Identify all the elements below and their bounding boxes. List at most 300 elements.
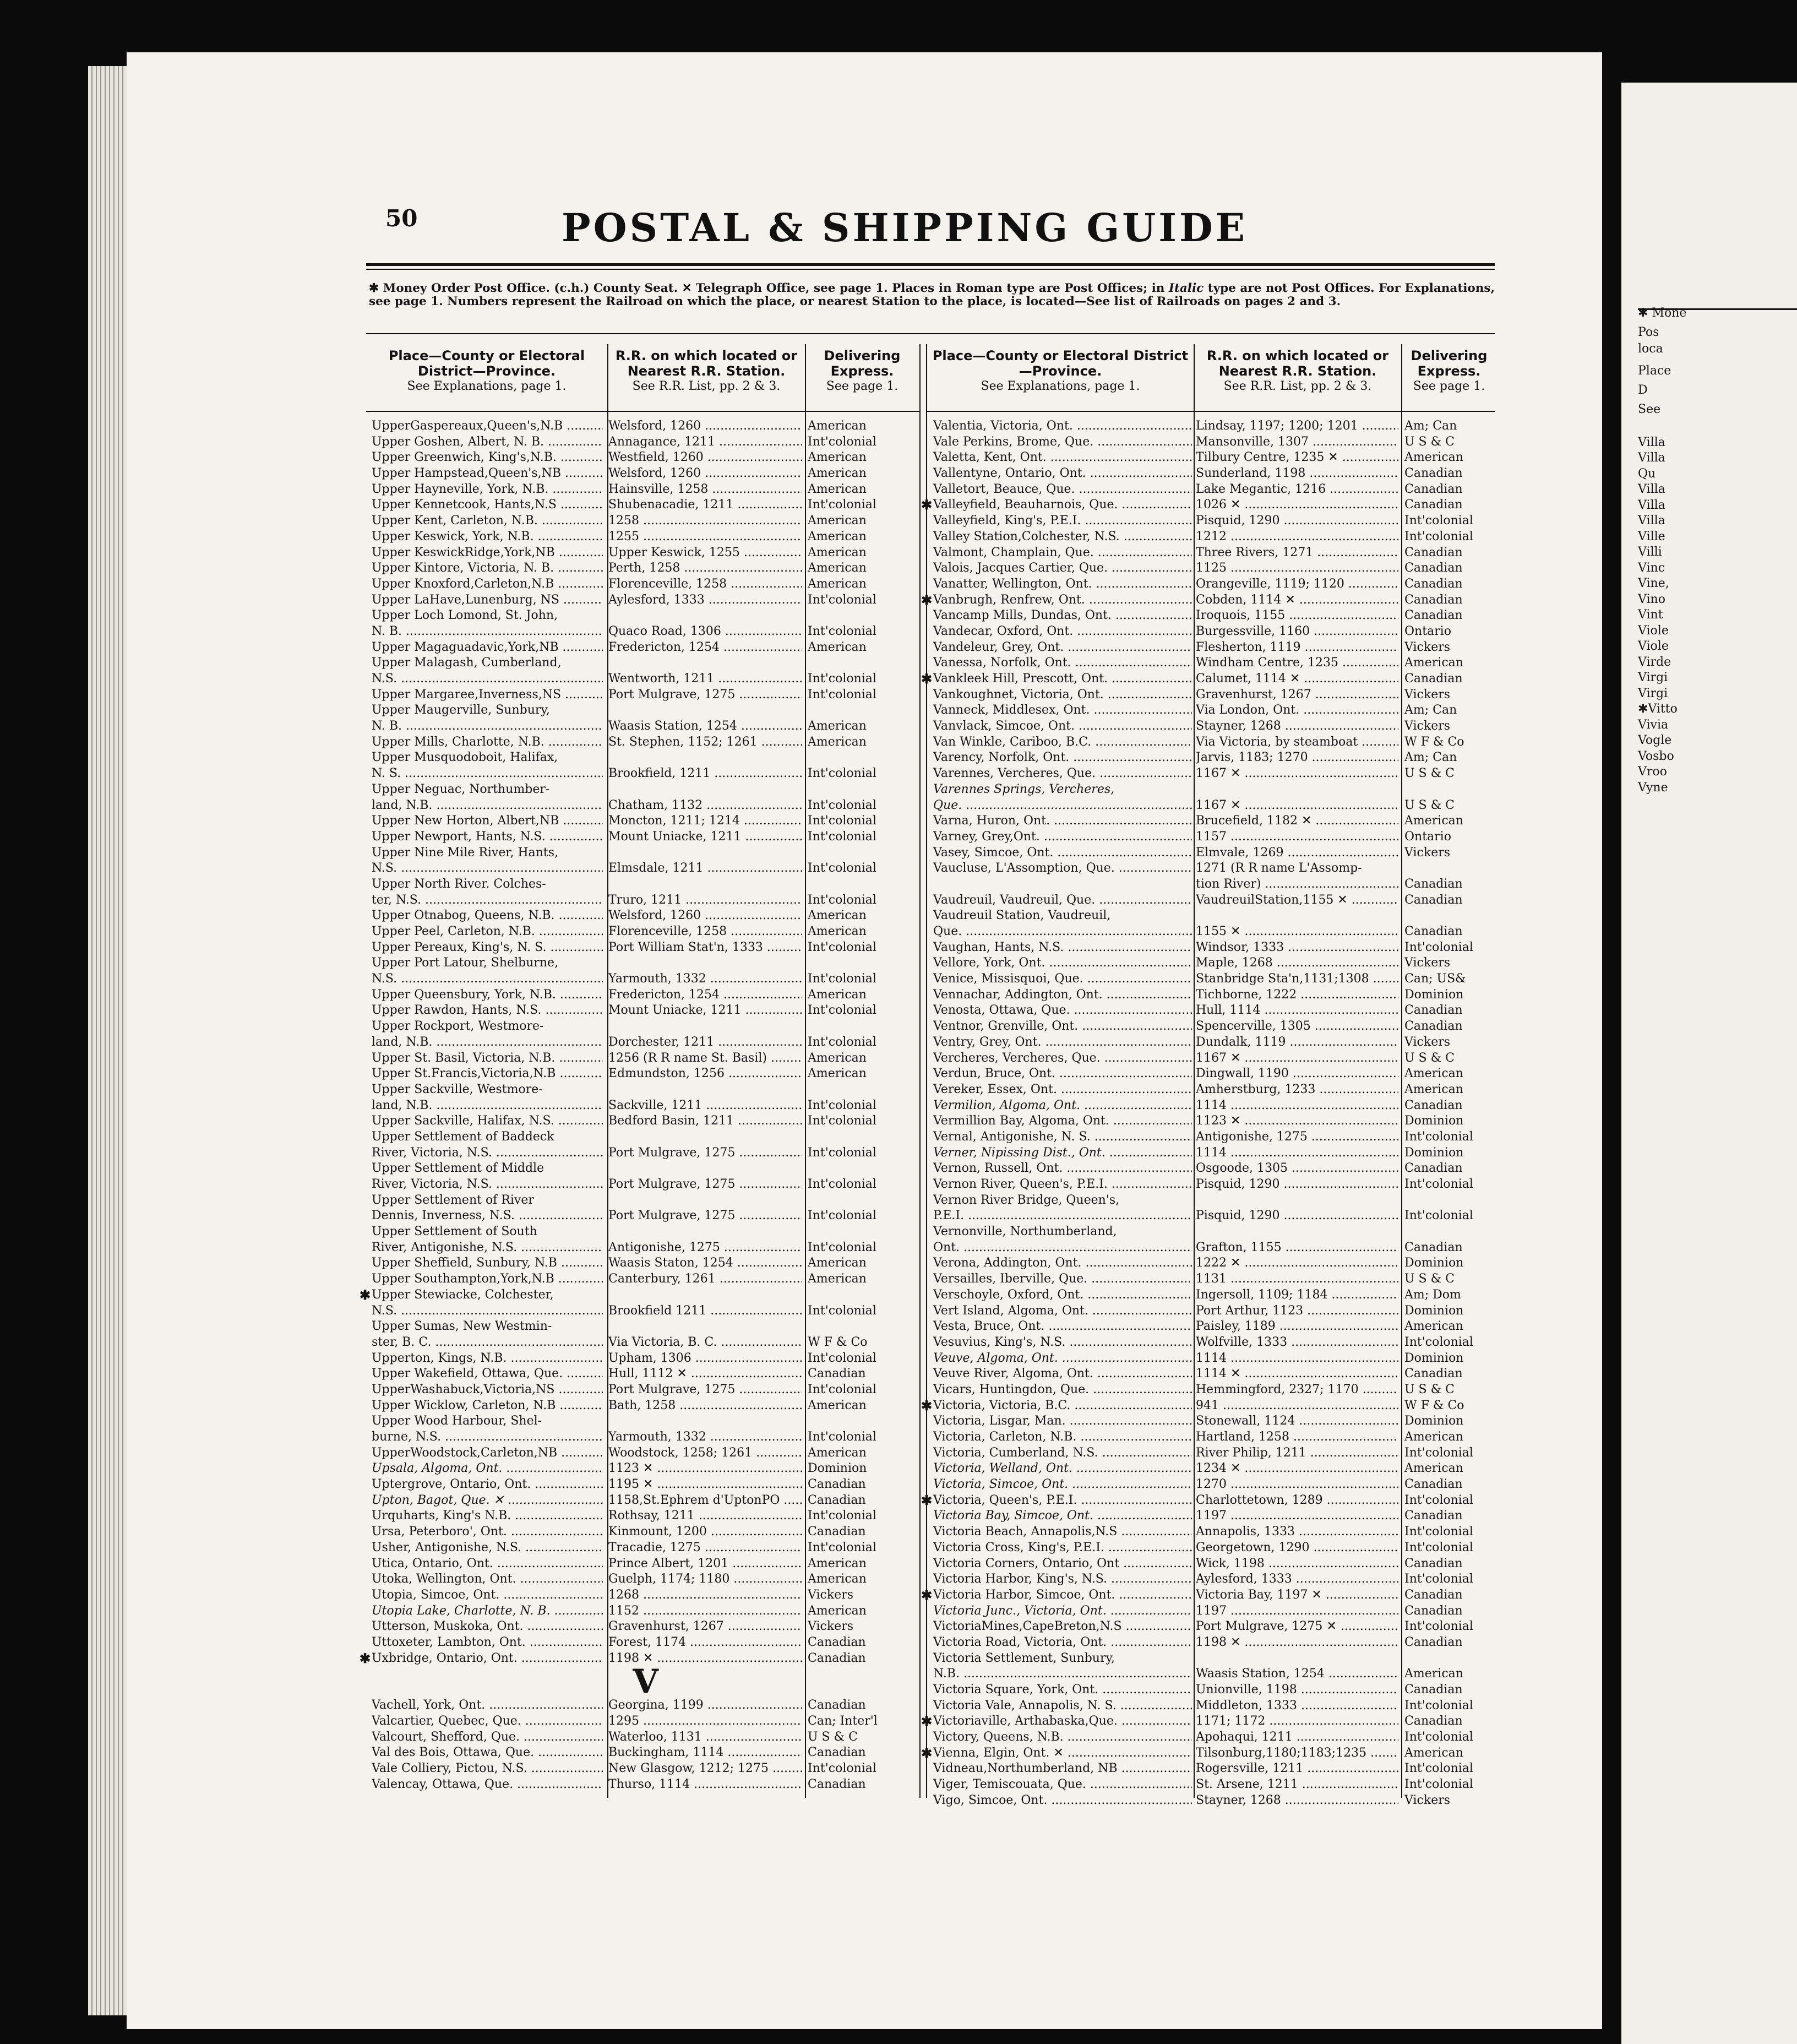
listing-row xyxy=(372,750,919,766)
railroad-station: Burgessville, 1160 ..... xyxy=(1196,624,1398,640)
place-name: N. B. ..... xyxy=(372,719,603,735)
express-company: Am; Can xyxy=(1404,419,1457,433)
express-company: Int'colonial xyxy=(808,798,876,812)
listing-row xyxy=(372,1588,919,1603)
header-place-label: Place—County or Electoral District—Province. xyxy=(932,348,1189,379)
railroad-station: Perth, 1258 ..... xyxy=(608,561,802,577)
railroad-station: Via Victoria, by steamboat ..... xyxy=(1196,735,1398,751)
place-name: Victoria, Queen's, P.E.I. ..... xyxy=(933,1493,1192,1509)
railroad-station: River Philip, 1211 ..... xyxy=(1196,1445,1398,1461)
page-edges xyxy=(88,66,132,2015)
place-name: Upper Rawdon, Hants, N.S. ..... xyxy=(372,1003,603,1019)
place-name: Upperton, Kings, N.B. ..... xyxy=(372,1351,603,1367)
place-name: Upper Queensbury, York, N.B. ..... xyxy=(372,987,603,1003)
listing-row xyxy=(372,1255,919,1271)
express-company: Canadian xyxy=(1404,1588,1463,1602)
express-company: American xyxy=(808,514,867,528)
railroad-station: Mount Uniacke, 1211 ..... xyxy=(608,1003,802,1019)
express-company: Int'colonial xyxy=(808,940,876,954)
railroad-station: VaudreuilStation,1155 ✕ ..... xyxy=(1196,893,1398,909)
listing-row xyxy=(372,861,919,877)
header-rr-right xyxy=(1196,348,1400,394)
place-name: Upper Malagash, Cumberland, xyxy=(372,656,562,670)
listing-row xyxy=(933,1082,1495,1098)
listing-row xyxy=(921,1744,1495,1762)
express-company: Canadian xyxy=(808,1698,866,1713)
express-company: Canadian xyxy=(1404,1003,1463,1018)
railroad-station: 941 ..... xyxy=(1196,1398,1398,1414)
railroad-station: Annapolis, 1333 ..... xyxy=(1196,1524,1398,1540)
express-company: Vickers xyxy=(1404,719,1451,733)
place-name: Victoria, Carleton, N.B. ..... xyxy=(933,1429,1192,1445)
express-company: Dominion xyxy=(1404,1145,1464,1160)
place-name: ter, N.S. ..... xyxy=(372,893,603,909)
railroad-station: Quaco Road, 1306 ..... xyxy=(608,624,802,640)
place-name: burne, N.S. ..... xyxy=(372,1429,603,1445)
place-name: Vancamp Mills, Dundas, Ont. ..... xyxy=(933,608,1192,624)
express-company: Int'colonial xyxy=(808,1762,876,1776)
express-company: Int'colonial xyxy=(1404,514,1473,528)
railroad-station: Bath, 1258 ..... xyxy=(608,1398,802,1414)
place-name: Uptergrove, Ontario, Ont. ..... xyxy=(372,1477,603,1493)
listing-row xyxy=(933,1113,1495,1129)
legend-italic: Italic xyxy=(1168,281,1204,295)
page-title: POSTAL & SHIPPING GUIDE xyxy=(562,205,1248,251)
listing-row xyxy=(933,1366,1495,1382)
railroad-station: Waasis Staton, 1254 ..... xyxy=(608,1255,802,1271)
express-company: American xyxy=(1404,1746,1463,1760)
listing-row xyxy=(372,908,919,924)
railroad-station: Tichborne, 1222 ..... xyxy=(1196,987,1398,1003)
express-company: Canadian xyxy=(1404,466,1463,481)
railroad-station: Lindsay, 1197; 1200; 1201 ..... xyxy=(1196,418,1398,434)
place-name: N. S. ..... xyxy=(372,766,603,782)
express-company: U S & C xyxy=(1404,766,1455,781)
listing-row xyxy=(933,513,1495,529)
listing-row xyxy=(372,1098,919,1114)
listing-row xyxy=(933,1556,1495,1572)
place-name: River, Antigonishe, N.S. ..... xyxy=(372,1240,603,1256)
express-company: U S & C xyxy=(1404,798,1455,812)
place-name: Upper Sumas, New Westmin- xyxy=(372,1319,552,1334)
railroad-station: Fredericton, 1254 ..... xyxy=(608,987,802,1003)
express-company: Int'colonial xyxy=(808,766,876,781)
place-name: Ventry, Grey, Ont. ..... xyxy=(933,1035,1192,1051)
listing-row xyxy=(933,1572,1495,1588)
railroad-station: Aylesford, 1333 ..... xyxy=(608,592,802,608)
listing-row xyxy=(372,1003,919,1019)
express-company: American xyxy=(1404,1430,1463,1444)
express-company: American xyxy=(808,1256,867,1270)
place-name: Upper St.Francis,Victoria,N.B ..... xyxy=(372,1066,603,1082)
listing-row xyxy=(933,1319,1495,1335)
place-name: land, N.B. ..... xyxy=(372,1035,603,1051)
railroad-station: Port Mulgrave, 1275 ..... xyxy=(608,687,802,703)
express-company: American xyxy=(808,466,867,481)
facing-page-fragment: Villi xyxy=(1638,545,1662,559)
railroad-station: Hull, 1114 ..... xyxy=(1196,1003,1398,1019)
listing-row xyxy=(933,1035,1495,1051)
place-name: Utica, Ontario, Ont. ..... xyxy=(372,1556,603,1572)
place-name: Dennis, Inverness, N.S. ..... xyxy=(372,1208,603,1224)
place-name: Upper Settlement of Middle xyxy=(372,1161,544,1176)
place-name: Upper Mills, Charlotte, N.B. ..... xyxy=(372,735,603,751)
railroad-station: Windham Centre, 1235 ..... xyxy=(1196,655,1398,671)
listing-row xyxy=(933,1540,1495,1556)
listing-row xyxy=(372,592,919,608)
express-company: Canadian xyxy=(1404,1509,1463,1523)
railroad-station: Annagance, 1211 ..... xyxy=(608,434,802,450)
place-name: Upper St. Basil, Victoria, N.B. ..... xyxy=(372,1051,603,1067)
express-company: Canadian xyxy=(808,1367,866,1381)
railroad-station: 1198 ✕ ..... xyxy=(608,1651,802,1667)
express-company: Am; Can xyxy=(1404,751,1457,765)
express-company: Int'colonial xyxy=(808,1240,876,1254)
express-company: Int'colonial xyxy=(808,814,876,828)
listing-row xyxy=(933,561,1495,577)
express-company: W F & Co xyxy=(1404,1398,1464,1412)
listing-row xyxy=(372,1414,919,1429)
express-company: Canadian xyxy=(808,1635,866,1649)
railroad-station: Apohaqui, 1211 ..... xyxy=(1196,1730,1398,1746)
express-company: Int'colonial xyxy=(808,1145,876,1160)
listing-row xyxy=(372,1445,919,1461)
place-name: Upper Hampstead,Queen's,NB ..... xyxy=(372,466,603,482)
header-place-right xyxy=(929,348,1191,394)
facing-page-fragment: Vivia xyxy=(1638,718,1669,732)
railroad-station: Lake Megantic, 1216 ..... xyxy=(1196,482,1398,498)
place-name: Upper Newport, Hants, N.S. ..... xyxy=(372,829,603,845)
listing-row xyxy=(372,987,919,1003)
listing-row xyxy=(933,687,1495,703)
place-name: UpperWoodstock,Carleton,NB ..... xyxy=(372,1445,603,1461)
railroad-station: Prince Albert, 1201 ..... xyxy=(608,1556,802,1572)
header-rr-sub: See R.R. List, pp. 2 & 3. xyxy=(632,379,781,393)
listing-row xyxy=(372,1635,919,1651)
place-name: Valmont, Champlain, Que. ..... xyxy=(933,545,1192,561)
listing-row xyxy=(372,1477,919,1493)
listing-row xyxy=(933,703,1495,719)
express-company: Int'colonial xyxy=(1404,1730,1473,1744)
place-name: Victoria, Welland, Ont. ..... xyxy=(933,1461,1192,1477)
place-name: Vidneau,Northumberland, NB ..... xyxy=(933,1761,1192,1777)
express-company: Am; Can xyxy=(1404,703,1457,717)
express-company: Int'colonial xyxy=(1404,1493,1473,1507)
place-name: Que. ..... xyxy=(933,924,1192,940)
place-name: Vernon, Russell, Ont. ..... xyxy=(933,1161,1192,1177)
listing-row xyxy=(372,766,919,782)
railroad-station: Dundalk, 1119 ..... xyxy=(1196,1035,1398,1051)
place-name: Vercheres, Vercheres, Que. ..... xyxy=(933,1051,1192,1067)
place-name: Ventnor, Grenville, Ont. ..... xyxy=(933,1019,1192,1035)
facing-page xyxy=(1621,83,1797,2044)
listing-row xyxy=(372,608,919,624)
express-company: American xyxy=(1404,1067,1463,1081)
railroad-station: Florenceville, 1258 ..... xyxy=(608,924,802,940)
listing-row xyxy=(372,1429,919,1445)
listing-row xyxy=(372,1177,919,1193)
listing-row xyxy=(372,1572,919,1588)
listing-row xyxy=(933,1635,1495,1651)
express-company: Dominion xyxy=(1404,1114,1464,1128)
railroad-station: 1222 ✕ ..... xyxy=(1196,1255,1398,1271)
money-order-icon: ✱ xyxy=(921,1744,933,1761)
express-company: Canadian xyxy=(1404,1019,1463,1034)
facing-page-fragment: Vine, xyxy=(1638,577,1669,590)
place-name: Upper Maugerville, Sunbury, xyxy=(372,703,550,717)
railroad-station: Hemmingford, 2327; 1170 ..... xyxy=(1196,1382,1398,1398)
railroad-station: Tilbury Centre, 1235 ✕ ..... xyxy=(1196,450,1398,466)
place-name: Vale Colliery, Pictou, N.S. ..... xyxy=(372,1761,603,1777)
listing-row xyxy=(372,1082,919,1098)
place-name: VictoriaMines,CapeBreton,N.S ..... xyxy=(933,1619,1192,1635)
express-company: Dominion xyxy=(1404,1256,1464,1270)
place-name: Vereker, Essex, Ont. ..... xyxy=(933,1082,1192,1098)
railroad-station: Maple, 1268 ..... xyxy=(1196,955,1398,971)
express-company: Int'colonial xyxy=(808,1035,876,1049)
place-name: Varency, Norfolk, Ont. ..... xyxy=(933,750,1192,766)
page-number: 50 xyxy=(385,205,418,232)
listing-row xyxy=(372,1161,919,1177)
express-company: Int'colonial xyxy=(808,1209,876,1223)
listing-row xyxy=(372,1730,919,1746)
place-name: Upper Greenwich, King's,N.B. ..... xyxy=(372,450,603,466)
listing-row xyxy=(372,450,919,466)
express-company: American xyxy=(808,909,867,923)
railroad-station: 1171; 1172 ..... xyxy=(1196,1714,1398,1730)
listing-row xyxy=(933,450,1495,466)
express-company: American xyxy=(808,450,867,465)
place-name: Upper Hayneville, York, N.B. ..... xyxy=(372,482,603,498)
place-name: Victoria Bay, Simcoe, Ont. ..... xyxy=(933,1508,1192,1524)
place-name: Vienna, Elgin, Ont. ✕ ..... xyxy=(933,1746,1192,1762)
railroad-station: Georgina, 1199 ..... xyxy=(608,1698,802,1714)
place-name: Valois, Jacques Cartier, Que. ..... xyxy=(933,561,1192,577)
place-name: Upper Magaguadavic,York,NB ..... xyxy=(372,640,603,656)
listing-row xyxy=(933,1382,1495,1398)
listing-row xyxy=(372,1224,919,1240)
railroad-station: 1256 (R R name St. Basil) ..... xyxy=(608,1051,802,1067)
express-company: Int'colonial xyxy=(808,498,876,512)
listing-row xyxy=(933,782,1495,798)
listing-row xyxy=(372,418,919,434)
express-company: Canadian xyxy=(1404,925,1463,938)
place-name: Upper Settlement of South xyxy=(372,1225,537,1239)
listing-row xyxy=(933,1335,1495,1351)
place-name: Vasey, Simcoe, Ont. ..... xyxy=(933,845,1192,861)
express-company: Int'colonial xyxy=(808,1303,876,1318)
express-company: Int'colonial xyxy=(808,1003,876,1018)
listing-row xyxy=(933,1698,1495,1714)
place-name: Victoria Harbor, Simcoe, Ont. ..... xyxy=(933,1588,1192,1603)
railroad-station: Buckingham, 1114 ..... xyxy=(608,1745,802,1761)
express-company: Int'colonial xyxy=(1404,940,1473,954)
place-name: Vanessa, Norfolk, Ont. ..... xyxy=(933,655,1192,671)
railroad-station: Waasis Station, 1254 ..... xyxy=(608,719,802,735)
railroad-station: 1255 ..... xyxy=(608,529,802,545)
place-name: Victoria Junc., Victoria, Ont. ..... xyxy=(933,1603,1192,1619)
place-name: Vesuvius, King's, N.S. ..... xyxy=(933,1335,1192,1351)
place-name: land, N.B. ..... xyxy=(372,1098,603,1114)
listing-row xyxy=(372,1603,919,1619)
railroad-station: Dingwall, 1190 ..... xyxy=(1196,1066,1398,1082)
listing-row xyxy=(933,482,1495,498)
place-name: Usher, Antigonishe, N.S. ..... xyxy=(372,1540,603,1556)
place-name: Upper Settlement of River xyxy=(372,1193,534,1207)
place-name: Valcartier, Quebec, Que. ..... xyxy=(372,1714,603,1730)
listing-row xyxy=(921,1492,1495,1509)
place-name: Vachell, York, Ont. ..... xyxy=(372,1698,603,1714)
express-company: American xyxy=(808,719,867,733)
listing-row xyxy=(933,1603,1495,1619)
railroad-station: 1026 ✕ ..... xyxy=(1196,497,1398,513)
express-company: Canadian xyxy=(1404,1477,1463,1492)
express-company: Canadian xyxy=(1404,608,1463,623)
place-name: Upper Keswick, York, N.B. ..... xyxy=(372,529,603,545)
express-company: U S & C xyxy=(1404,434,1455,449)
place-name: Ursa, Peterboro', Ont. ..... xyxy=(372,1524,603,1540)
listing-row xyxy=(933,861,1495,877)
facing-page-fragment: Vogle xyxy=(1638,733,1672,747)
listing-row xyxy=(372,466,919,482)
title-rule-thin xyxy=(366,269,1495,270)
place-name: Que. ..... xyxy=(933,798,1192,814)
listing-row xyxy=(933,608,1495,624)
express-company: American xyxy=(808,987,867,1002)
place-name: Vale Perkins, Brome, Que. ..... xyxy=(933,434,1192,450)
place-name: Upper Margaree,Inverness,NS ..... xyxy=(372,687,603,703)
header-place-left xyxy=(369,348,605,394)
place-name: Vernal, Antigonishe, N. S. ..... xyxy=(933,1129,1192,1145)
railroad-station: Wolfville, 1333 ..... xyxy=(1196,1335,1398,1351)
listing-row xyxy=(933,1730,1495,1746)
listing-row xyxy=(372,1619,919,1635)
railroad-station: Yarmouth, 1332 ..... xyxy=(608,1429,802,1445)
listing-row xyxy=(933,655,1495,671)
listing-row xyxy=(933,1351,1495,1367)
listing-row xyxy=(372,1382,919,1398)
railroad-station: Middleton, 1333 ..... xyxy=(1196,1698,1398,1714)
listing-row xyxy=(921,671,1495,687)
listing-row xyxy=(933,735,1495,751)
express-company: Canadian xyxy=(808,1746,866,1760)
listing-row xyxy=(933,766,1495,782)
railroad-station: Stayner, 1268 ..... xyxy=(1196,719,1398,735)
express-company: Dominion xyxy=(1404,1303,1464,1318)
railroad-station: Forest, 1174 ..... xyxy=(608,1635,802,1651)
express-company: Canadian xyxy=(1404,893,1463,907)
express-company: American xyxy=(1404,450,1463,465)
facing-page-fragment: Vyne xyxy=(1638,781,1668,795)
place-name: Upper Southampton,York,N.B ..... xyxy=(372,1271,603,1287)
express-company: Canadian xyxy=(1404,672,1463,686)
express-company: Canadian xyxy=(1404,877,1463,891)
railroad-station: St. Arsene, 1211 ..... xyxy=(1196,1777,1398,1793)
express-company: American xyxy=(808,419,867,433)
express-company: Int'colonial xyxy=(808,861,876,876)
railroad-station: Gravenhurst, 1267 ..... xyxy=(608,1619,802,1635)
place-name: Val des Bois, Ottawa, Que. ..... xyxy=(372,1745,603,1761)
listing-row xyxy=(372,1129,919,1145)
header-exp-left xyxy=(807,348,917,394)
listing-row xyxy=(372,1556,919,1572)
listing-row xyxy=(921,1713,1495,1730)
railroad-station: Gravenhurst, 1267 ..... xyxy=(1196,687,1398,703)
place-name: Vernon River Bridge, Queen's, xyxy=(933,1193,1120,1207)
listing-row xyxy=(372,893,919,909)
express-company: Can; Inter'l xyxy=(808,1714,878,1728)
express-company: Int'colonial xyxy=(1404,1445,1473,1460)
listing-row xyxy=(933,1003,1495,1019)
listing-row xyxy=(933,1177,1495,1193)
header-exp-label: Delivering Express. xyxy=(1411,348,1488,379)
railroad-station: Stonewall, 1124 ..... xyxy=(1196,1414,1398,1429)
express-company: American xyxy=(808,1067,867,1081)
listing-row xyxy=(933,1019,1495,1035)
listing-row xyxy=(933,829,1495,845)
listing-row xyxy=(933,640,1495,656)
railroad-station: Moncton, 1211; 1214 ..... xyxy=(608,813,802,829)
place-name: Vert Island, Algoma, Ont. ..... xyxy=(933,1303,1192,1319)
railroad-station: Sackville, 1211 ..... xyxy=(608,1098,802,1114)
listing-row xyxy=(933,1098,1495,1114)
listing-row xyxy=(933,1793,1495,1809)
railroad-station: Grafton, 1155 ..... xyxy=(1196,1240,1398,1256)
listing-row xyxy=(933,813,1495,829)
express-company: American xyxy=(1404,656,1463,670)
railroad-station: Port William Stat'n, 1333 ..... xyxy=(608,940,802,956)
listing-row xyxy=(372,1145,919,1161)
railroad-station: Upper Keswick, 1255 ..... xyxy=(608,545,802,561)
money-order-icon: ✱ xyxy=(921,1713,933,1730)
listing-row xyxy=(372,1019,919,1035)
express-company: Int'colonial xyxy=(808,1430,876,1444)
railroad-station: Stanbridge Sta'n,1131;1308 ..... xyxy=(1196,971,1398,987)
express-company: American xyxy=(808,1051,867,1065)
express-company: Int'colonial xyxy=(808,672,876,686)
express-company: Int'colonial xyxy=(808,592,876,607)
railroad-station: New Glasgow, 1212; 1275 ..... xyxy=(608,1761,802,1777)
railroad-station: Windsor, 1333 ..... xyxy=(1196,940,1398,956)
place-name: Upper Stewiacke, Colchester, xyxy=(372,1287,554,1302)
railroad-station: Chatham, 1132 ..... xyxy=(608,798,802,814)
railroad-station: Port Mulgrave, 1275 ..... xyxy=(608,1145,802,1161)
header-rr-left xyxy=(609,348,804,394)
listing-row xyxy=(933,1208,1495,1224)
express-company: Canadian xyxy=(1404,1635,1463,1649)
express-company: Vickers xyxy=(1404,956,1451,970)
place-name: Vanneck, Middlesex, Ont. ..... xyxy=(933,703,1192,719)
place-name: Upper Kent, Carleton, N.B. ..... xyxy=(372,513,603,529)
railroad-station: Ingersoll, 1109; 1184 ..... xyxy=(1196,1287,1398,1303)
listing-row xyxy=(372,1540,919,1556)
place-name: Vallentyne, Ontario, Ont. ..... xyxy=(933,466,1192,482)
listing-row xyxy=(372,735,919,751)
railroad-station: Via London, Ont. ..... xyxy=(1196,703,1398,719)
place-name: UpperGaspereaux,Queen's,N.B ..... xyxy=(372,418,603,434)
railroad-station: 1114 ✕ ..... xyxy=(1196,1366,1398,1382)
express-company: Int'colonial xyxy=(1404,1177,1473,1191)
place-name: N.S. ..... xyxy=(372,671,603,687)
place-name: Verona, Addington, Ont. ..... xyxy=(933,1255,1192,1271)
express-company: Int'colonial xyxy=(1404,1540,1473,1554)
place-name: Verner, Nipissing Dist., Ont. ..... xyxy=(933,1145,1192,1161)
listing-row xyxy=(372,1208,919,1224)
express-company: Vickers xyxy=(1404,640,1451,654)
place-name: Upper Wood Harbour, Shel- xyxy=(372,1414,542,1428)
railroad-station: Pisquid, 1290 ..... xyxy=(1196,513,1398,529)
express-company: American xyxy=(808,1556,867,1570)
